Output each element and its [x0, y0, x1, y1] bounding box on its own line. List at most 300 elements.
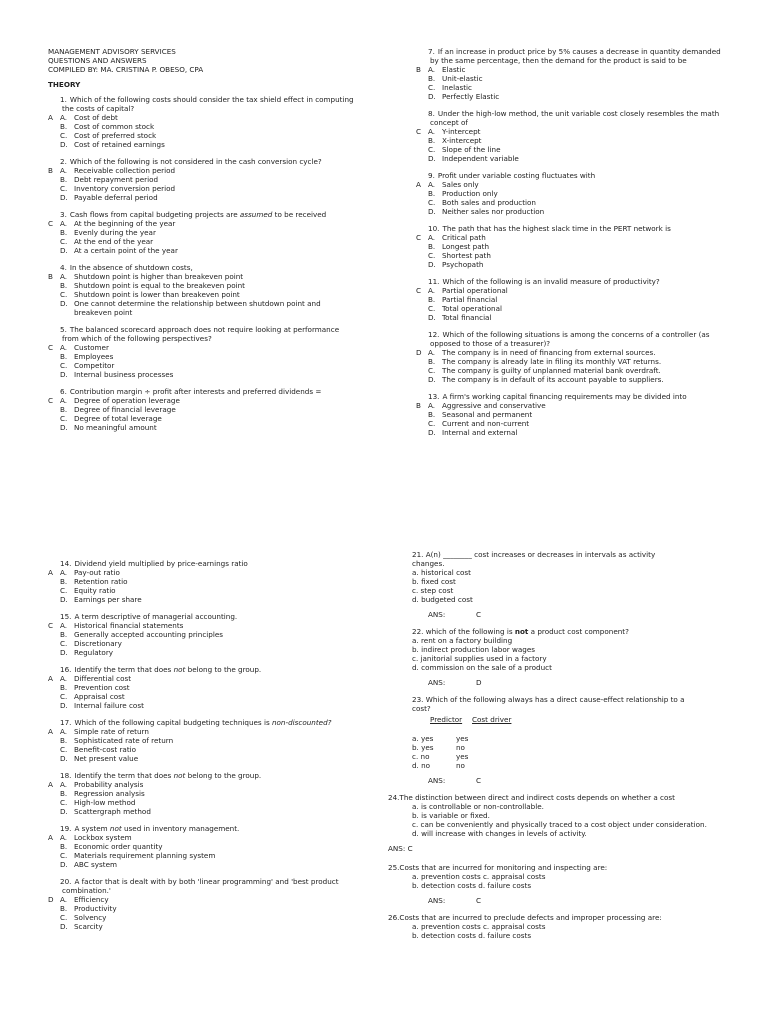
option-text: Differential cost	[74, 674, 132, 683]
answer-key	[48, 789, 60, 798]
table-row: d. no no	[412, 761, 465, 770]
option-letter: A.	[428, 233, 436, 242]
option-text: Sophisticated rate of return	[74, 736, 174, 745]
option-letter: C.	[60, 798, 68, 807]
question-text: 6. Contribution margin ÷ profit after interests and preferred dividends =	[60, 387, 322, 396]
option-text: The company is guilty of unplanned material bank overdraft.	[442, 366, 661, 375]
answer-key: C	[416, 233, 422, 242]
option-letter: B.	[428, 295, 436, 304]
option-letter: C.	[60, 131, 68, 140]
option-text: Probability analysis	[74, 780, 144, 789]
option-letter: A.	[428, 180, 436, 189]
answer-option	[416, 295, 724, 304]
option-text: Elastic	[442, 65, 466, 74]
question-22-option: b. indirect production labor wages	[412, 645, 536, 654]
question-text: 9. Profit under variable costing fluctuates with	[428, 171, 596, 180]
answer-option	[48, 175, 358, 184]
option-letter: B.	[428, 357, 436, 366]
answer-key	[48, 423, 60, 432]
answer-option	[416, 251, 724, 260]
answer-option	[48, 370, 358, 379]
question-21-option: c. step cost	[412, 586, 454, 595]
answer-key	[48, 745, 60, 754]
question-22-answer: ANS: D	[428, 678, 482, 687]
option-text: No meaningful amount	[74, 423, 157, 432]
question-6	[48, 387, 358, 432]
option-letter: D.	[60, 595, 68, 604]
option-letter: A.	[428, 348, 436, 357]
option-letter: C.	[60, 692, 68, 701]
option-letter: D.	[428, 313, 436, 322]
answer-key	[416, 304, 428, 313]
answer-option	[416, 83, 724, 92]
answer-key	[48, 237, 60, 246]
option-text: Scarcity	[74, 922, 103, 931]
option-letter: A.	[60, 272, 68, 281]
option-text: Slope of the line	[442, 145, 501, 154]
option-letter: A.	[428, 65, 436, 74]
option-text: Current and non-current	[442, 419, 530, 428]
answer-key	[416, 366, 428, 375]
question-text: 4. In the absence of shutdown costs,	[60, 263, 193, 272]
answer-key	[416, 295, 428, 304]
answer-option	[48, 299, 358, 317]
answer-option	[48, 630, 358, 639]
option-letter: D.	[60, 370, 68, 379]
question-24-text: 24.The distinction between direct and indirect costs depends on whether a cost	[388, 793, 675, 802]
option-text: Degree of operation leverage	[74, 396, 180, 405]
answer-option	[416, 180, 724, 189]
option-text: Simple rate of return	[74, 727, 149, 736]
option-text: Sales only	[442, 180, 479, 189]
option-text: Competitor	[74, 361, 115, 370]
answer-key	[416, 251, 428, 260]
option-letter: D.	[428, 260, 436, 269]
option-text: Internal failure cost	[74, 701, 144, 710]
option-letter: C.	[428, 145, 436, 154]
answer-key	[48, 701, 60, 710]
option-text: Shutdown point is higher than breakeven point	[74, 272, 244, 281]
answer-option	[416, 401, 724, 410]
option-letter: A.	[60, 895, 68, 904]
answer-option	[48, 798, 358, 807]
question-text: 15. A term descriptive of managerial accounting.	[60, 612, 238, 621]
answer-key: C	[416, 127, 422, 136]
header-line-3: COMPILED BY: MA. CRISTINA P. OBESO, CPA	[48, 65, 204, 74]
option-text: Cost of retained earnings	[74, 140, 165, 149]
question-22	[388, 627, 728, 687]
option-text: Inelastic	[442, 83, 473, 92]
answer-key	[48, 913, 60, 922]
option-letter: C.	[428, 366, 436, 375]
answer-option	[48, 414, 358, 423]
question-text: 10. The path that has the highest slack time in the PERT network is	[428, 224, 671, 233]
option-text: Inventory conversion period	[74, 184, 176, 193]
option-letter: B.	[60, 842, 68, 851]
answer-option	[48, 396, 358, 405]
answer-option	[416, 65, 724, 74]
question-23	[388, 695, 728, 785]
answer-key: C	[48, 396, 54, 405]
option-letter: B.	[60, 281, 68, 290]
option-letter: C.	[60, 290, 68, 299]
answer-option	[416, 154, 724, 163]
option-letter: C.	[428, 198, 436, 207]
question-text: 16. Identify the term that does not belong to the group.	[60, 665, 262, 674]
right-column-top	[416, 47, 724, 445]
answer-key: B	[416, 65, 421, 74]
answer-option	[48, 246, 358, 255]
question-7	[416, 47, 724, 101]
answer-key	[48, 414, 60, 423]
option-text: Shutdown point is lower than breakeven point	[74, 290, 240, 299]
answer-key	[48, 290, 60, 299]
question-text: 17. Which of the following capital budgeting techniques is non-discounted?	[60, 718, 332, 727]
option-letter: B.	[428, 242, 436, 251]
answer-key	[416, 357, 428, 366]
option-letter: C.	[428, 251, 436, 260]
answer-key	[416, 260, 428, 269]
question-1	[48, 95, 358, 149]
option-text: The company is in need of financing from external sources.	[442, 348, 656, 357]
option-text: Solvency	[74, 913, 107, 922]
option-letter: B.	[60, 405, 68, 414]
option-text: Independent variable	[442, 154, 519, 163]
option-letter: D.	[60, 701, 68, 710]
answer-option	[48, 140, 358, 149]
answer-option	[416, 260, 724, 269]
question-24-option: b. is variable or fixed.	[412, 811, 490, 820]
answer-option	[48, 577, 358, 586]
answer-option	[416, 304, 724, 313]
option-text: Evenly during the year	[74, 228, 156, 237]
option-letter: D.	[60, 140, 68, 149]
option-letter: B.	[60, 175, 68, 184]
option-letter: C.	[60, 586, 68, 595]
answer-option	[48, 352, 358, 361]
answer-key	[48, 754, 60, 763]
answer-option	[48, 122, 358, 131]
question-23-rows	[412, 734, 728, 770]
question-text: 2. Which of the following is not considered in the cash conversion cycle?	[60, 157, 322, 166]
option-letter: B.	[60, 904, 68, 913]
question-23-table	[430, 715, 728, 724]
answer-key: A	[48, 113, 53, 122]
question-text: 13. A firm's working capital financing requirements may be divided into	[428, 392, 687, 401]
question-21-text: 21. A(n) ________ cost increases or decreases in intervals as activity	[412, 550, 656, 559]
option-letter: D.	[428, 375, 436, 384]
option-text: High-low method	[74, 798, 136, 807]
question-17	[48, 718, 358, 763]
answer-option	[48, 272, 358, 281]
option-text: Cost of debt	[74, 113, 118, 122]
answer-option	[48, 851, 358, 860]
option-letter: D.	[60, 754, 68, 763]
option-letter: D.	[428, 92, 436, 101]
answer-option	[416, 357, 724, 366]
option-letter: C.	[60, 237, 68, 246]
question-16	[48, 665, 358, 710]
option-letter: A.	[60, 343, 68, 352]
answer-option	[416, 145, 724, 154]
question-8	[416, 109, 724, 163]
question-24-option: a. is controllable or non-controllable.	[412, 802, 544, 811]
answer-option	[48, 568, 358, 577]
answer-option	[48, 405, 358, 414]
answer-option	[416, 189, 724, 198]
answer-key	[48, 370, 60, 379]
answer-key	[48, 922, 60, 931]
answer-option	[48, 131, 358, 140]
answer-option	[48, 727, 358, 736]
option-text: Historical financial statements	[74, 621, 184, 630]
answer-key	[48, 299, 60, 317]
answer-key: B	[48, 272, 53, 281]
option-letter: D.	[60, 193, 68, 202]
question-11	[416, 277, 724, 322]
answer-option	[416, 127, 724, 136]
option-letter: B.	[428, 189, 436, 198]
question-text: 7. If an increase in product price by 5% causes a decrease in quantity demanded by the same percentage, then the demand for the product is said to be	[428, 47, 721, 65]
question-text: 11. Which of the following is an invalid measure of productivity?	[428, 277, 660, 286]
question-text: 1. Which of the following costs should consider the tax shield effect in computing the costs of capital?	[60, 95, 354, 113]
answer-option	[48, 692, 358, 701]
question-19	[48, 824, 358, 869]
answer-option	[48, 913, 358, 922]
answer-option	[48, 219, 358, 228]
option-letter: D.	[60, 246, 68, 255]
option-letter: C.	[60, 184, 68, 193]
left-column-top	[48, 47, 358, 440]
option-text: At the beginning of the year	[74, 219, 176, 228]
option-letter: C.	[428, 83, 436, 92]
question-4	[48, 263, 358, 317]
answer-key	[48, 851, 60, 860]
answer-option	[48, 842, 358, 851]
option-text: Equity ratio	[74, 586, 116, 595]
option-text: Shutdown point is equal to the breakeven point	[74, 281, 245, 290]
answer-key	[48, 639, 60, 648]
answer-key: C	[48, 219, 54, 228]
option-text: Benefit-cost ratio	[74, 745, 137, 754]
option-text: Seasonal and permanent	[442, 410, 533, 419]
question-13	[416, 392, 724, 437]
option-letter: C.	[60, 639, 68, 648]
answer-option	[48, 423, 358, 432]
option-letter: D.	[60, 423, 68, 432]
question-25-answer: ANS: C	[428, 896, 482, 905]
option-text: Debt repayment period	[74, 175, 159, 184]
option-text: Receivable collection period	[74, 166, 176, 175]
option-text: Y-intercept	[442, 127, 481, 136]
option-text: At the end of the year	[74, 237, 154, 246]
option-text: Materials requirement planning system	[74, 851, 216, 860]
answer-key	[48, 842, 60, 851]
answer-option	[416, 428, 724, 437]
option-letter: B.	[428, 136, 436, 145]
answer-key	[48, 595, 60, 604]
answer-option	[48, 184, 358, 193]
answer-option	[48, 833, 358, 842]
option-text: Regulatory	[74, 648, 114, 657]
answer-key: A	[48, 833, 53, 842]
option-text: Partial financial	[442, 295, 498, 304]
question-26-text: 26.Costs that are incurred to preclude defects and improper processing are:	[388, 913, 662, 922]
option-text: Retention ratio	[74, 577, 128, 586]
question-14	[48, 559, 358, 604]
question-21-option: b. fixed cost	[412, 577, 456, 586]
answer-key: A	[48, 727, 53, 736]
answer-key: C	[416, 286, 422, 295]
answer-key	[416, 419, 428, 428]
answer-key	[416, 410, 428, 419]
option-text: Both sales and production	[442, 198, 536, 207]
answer-option	[416, 74, 724, 83]
answer-key: A	[48, 568, 53, 577]
document-header	[48, 47, 358, 74]
question-22-text: 22. which of the following is not a product cost component?	[412, 627, 629, 636]
option-text: Scattergraph method	[74, 807, 151, 816]
answer-key	[48, 736, 60, 745]
question-text: 18. Identify the term that does not belong to the group.	[60, 771, 262, 780]
option-letter: A.	[60, 621, 68, 630]
question-24-option: d. will increase with changes in levels of activity.	[412, 829, 587, 838]
answer-option	[48, 922, 358, 931]
answer-option	[416, 242, 724, 251]
option-letter: A.	[60, 219, 68, 228]
answer-option	[48, 736, 358, 745]
question-22-option: d. commission on the sale of a product	[412, 663, 552, 672]
answer-option	[416, 410, 724, 419]
answer-key	[416, 145, 428, 154]
answer-key	[48, 648, 60, 657]
answer-option	[416, 198, 724, 207]
question-26	[388, 913, 728, 940]
answer-key: A	[48, 780, 53, 789]
option-text: Payable deferral period	[74, 193, 158, 202]
answer-key	[48, 904, 60, 913]
question-22-option: c. janitorial supplies used in a factory	[412, 654, 547, 663]
option-text: ABC system	[74, 860, 118, 869]
answer-option	[416, 286, 724, 295]
option-text: Perfectly Elastic	[442, 92, 500, 101]
question-25-text: 25.Costs that are incurred for monitoring and inspecting are:	[388, 863, 608, 872]
option-text: Pay-out ratio	[74, 568, 120, 577]
option-letter: C.	[60, 745, 68, 754]
answer-option	[416, 348, 724, 357]
option-text: Total operational	[442, 304, 502, 313]
option-text: Lockbox system	[74, 833, 132, 842]
option-letter: C.	[428, 304, 436, 313]
option-letter: A.	[60, 780, 68, 789]
option-letter: A.	[428, 286, 436, 295]
answer-option	[416, 92, 724, 101]
answer-key	[48, 228, 60, 237]
question-text: 14. Dividend yield multiplied by price-earnings ratio	[60, 559, 248, 568]
option-letter: A.	[428, 127, 436, 136]
answer-option	[48, 113, 358, 122]
answer-option	[416, 233, 724, 242]
question-21	[388, 550, 728, 619]
question-23-text: 23. Which of the following always has a direct cause-effect relationship to a	[412, 695, 685, 704]
option-letter: B.	[60, 122, 68, 131]
answer-option	[48, 683, 358, 692]
question-5	[48, 325, 358, 379]
header-line-1: MANAGEMENT ADVISORY SERVICES	[48, 47, 176, 56]
answer-option	[48, 789, 358, 798]
option-letter: D.	[60, 807, 68, 816]
answer-key	[48, 630, 60, 639]
answer-key	[416, 92, 428, 101]
answer-key	[48, 131, 60, 140]
option-text: Production only	[442, 189, 498, 198]
answer-key	[416, 207, 428, 216]
option-text: Unit-elastic	[442, 74, 483, 83]
answer-key	[416, 74, 428, 83]
answer-key: C	[48, 343, 54, 352]
answer-option	[48, 904, 358, 913]
answer-option	[48, 281, 358, 290]
option-letter: D.	[60, 922, 68, 931]
option-text: Critical path	[442, 233, 486, 242]
question-text: 3. Cash flows from capital budgeting projects are assumed to be received	[60, 210, 327, 219]
option-text: Partial operational	[442, 286, 508, 295]
answer-key	[48, 193, 60, 202]
answer-option	[416, 366, 724, 375]
table-row: b. yes no	[412, 743, 465, 752]
answer-option	[416, 313, 724, 322]
table-header-predictor: Predictor	[430, 715, 463, 724]
answer-key: A	[416, 180, 421, 189]
answer-option	[416, 207, 724, 216]
answer-option	[48, 290, 358, 299]
question-3	[48, 210, 358, 255]
question-21-answer: ANS: C	[428, 610, 482, 619]
question-25-option-line: b. detection costs d. failure costs	[412, 881, 532, 890]
answer-key	[48, 246, 60, 255]
answer-option	[416, 136, 724, 145]
table-row: a. yes yes	[412, 734, 469, 743]
option-letter: A.	[428, 401, 436, 410]
right-column-bottom	[388, 550, 728, 940]
answer-option	[48, 895, 358, 904]
answer-key	[48, 175, 60, 184]
answer-option	[48, 228, 358, 237]
answer-key	[48, 860, 60, 869]
answer-option	[48, 621, 358, 630]
question-12	[416, 330, 724, 384]
option-text: Economic order quantity	[74, 842, 163, 851]
question-25-option-line: a. prevention costs c. appraisal costs	[412, 872, 546, 881]
answer-key: B	[48, 166, 53, 175]
question-24	[388, 793, 728, 853]
option-text: X-intercept	[442, 136, 482, 145]
question-2	[48, 157, 358, 202]
answer-key	[48, 807, 60, 816]
question-23-text-cont: cost?	[412, 704, 431, 713]
option-text: Generally accepted accounting principles	[74, 630, 224, 639]
option-letter: D.	[428, 154, 436, 163]
option-text: Aggressive and conservative	[442, 401, 546, 410]
answer-option	[48, 674, 358, 683]
answer-key	[48, 798, 60, 807]
answer-key: D	[48, 895, 54, 904]
section-title: THEORY	[48, 80, 81, 89]
option-letter: B.	[60, 736, 68, 745]
option-letter: A.	[60, 396, 68, 405]
option-letter: C.	[60, 851, 68, 860]
answer-option	[48, 745, 358, 754]
